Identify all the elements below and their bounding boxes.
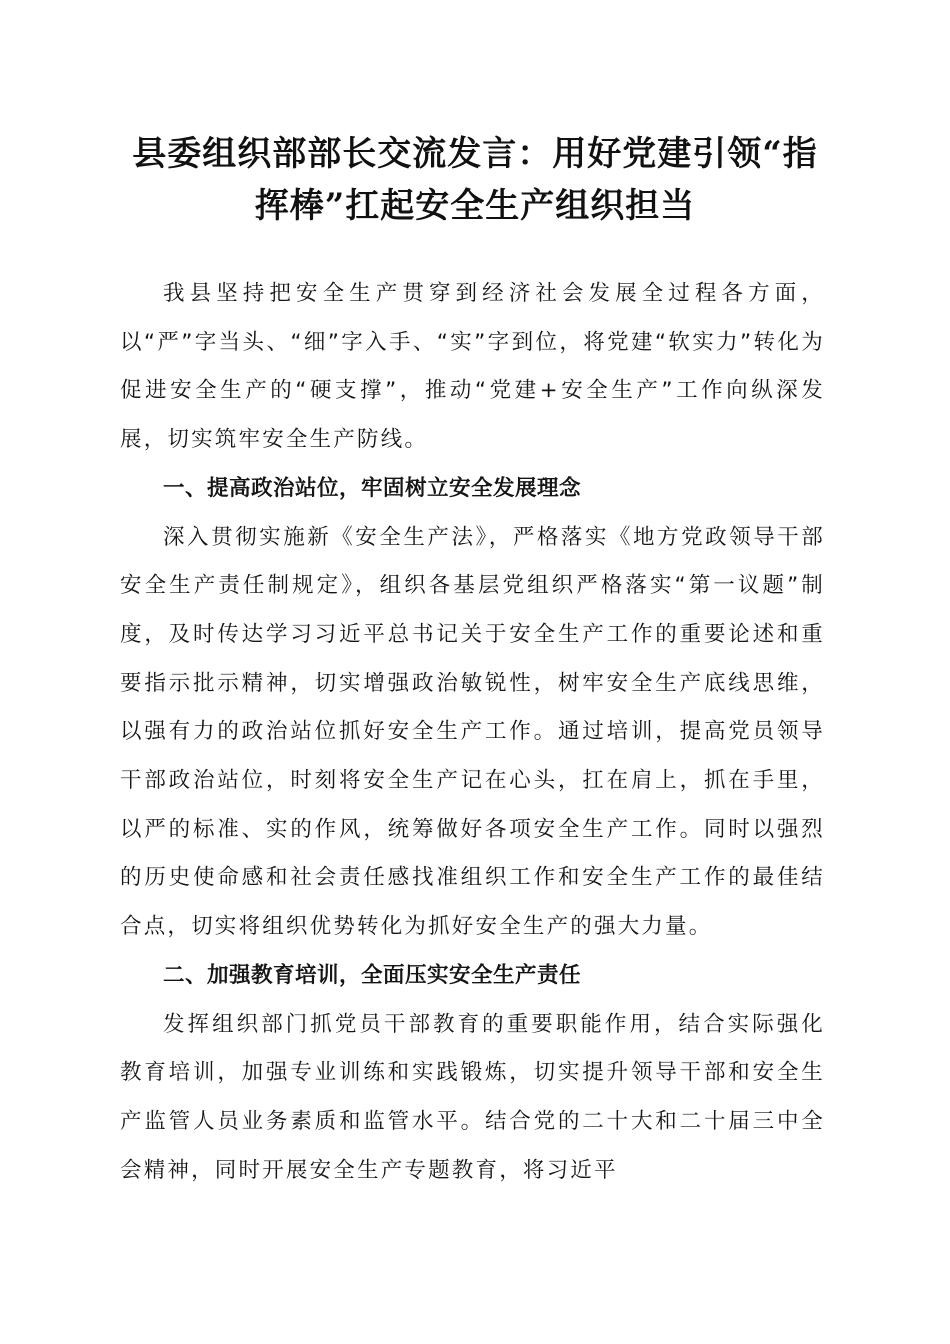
intro-paragraph: 我县坚持把安全生产贯穿到经济社会发展全过程各方面，以“严”字当头、“细”字入手、“实”字到位，将党建“软实力”转化为促进安全生产的“硬支撑”，推动“党建+安全生产”工作向纵深发展，切实筑牢安全生产防线。 — [120, 281, 825, 453]
document-body — [120, 270, 825, 1195]
section-1-paragraph: 深入贯彻实施新《安全生产法》，严格落实《地方党政领导干部安全生产责任制规定》，组织各基层党组织严格落实“第一议题”制度，及时传达学习习近平总书记关于安全生产工作的重要论述和重要指示批示精神，切实增强政治敏锐性，树牢安全生产底线思维，以强有力的政治站位抓好安全生产工作。通过培训，提高党员领导干部政治站位，时刻将安全生产记在心头，扛在肩上，抓在手里，以严的标准、实的作风，统筹做好各项安全生产工作。同时以强烈的历史使命感和社会责任感找准组织工作和安全生产工作的最佳结合点，切实将组织优势转化为抓好安全生产的强大力量。 — [120, 524, 825, 940]
section-2-heading: 二、加强教育培训，全面压实安全生产责任 — [163, 962, 582, 988]
section-1-heading: 一、提高政治站位，牢固树立安全发展理念 — [163, 475, 582, 501]
title-line-1: 县委组织部部长交流发言：用好党建引领“指 — [132, 134, 818, 174]
section-2-paragraph: 发挥组织部门抓党员干部教育的重要职能作用，结合实际强化教育培训，加强专业训练和实践锻炼，切实提升领导干部和安全生产监管人员业务素质和监管水平。结合党的二十大和二十届三中全会精神，同时开展安全生产专题教育，将习近平 — [120, 1011, 825, 1183]
title-line-2: 挥棒”扛起安全生产组织担当 — [254, 186, 696, 226]
document-title — [100, 128, 850, 232]
